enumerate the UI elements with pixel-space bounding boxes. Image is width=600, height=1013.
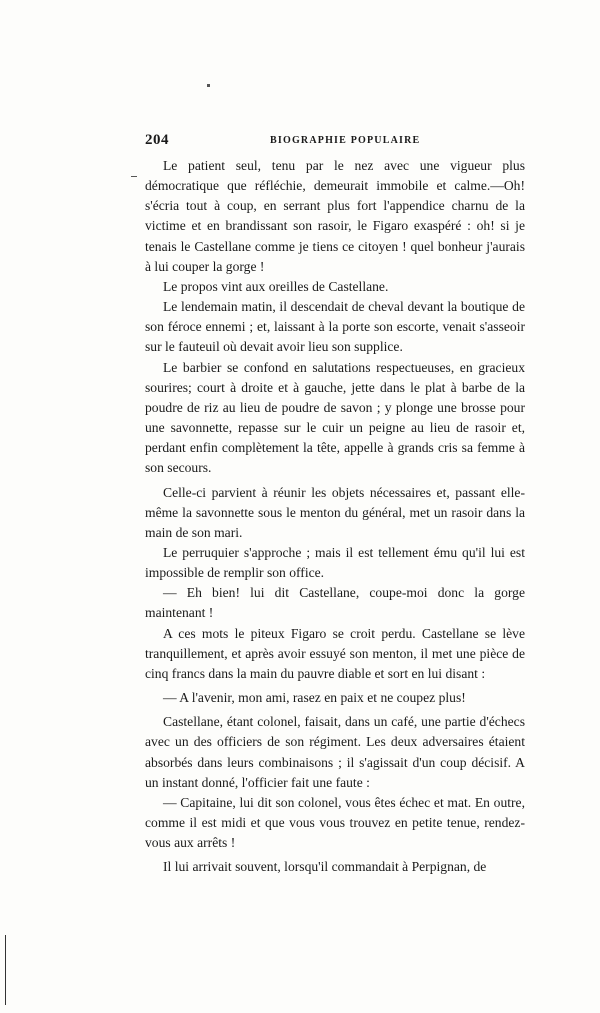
paragraph: — Eh bien! lui dit Castellane, coupe-moi donc la gorge maintenant ! <box>145 585 525 621</box>
paragraph: — A l'avenir, mon ami, rasez en paix et ne coupez plus! <box>163 690 466 706</box>
running-title: BIOGRAPHIE POPULAIRE <box>270 135 421 146</box>
paragraph: Le lendemain matin, il descendait de cheval devant la boutique de son féroce ennemi ; et, laissant à la porte son escorte, venait s'asseoir sur le fauteuil où devait avoir lieu son supplice. <box>145 299 525 355</box>
paragraph: Le patient seul, tenu par le nez avec une vigueur plus démocratique que réfléchie, demeurait immobile et calme.—Oh! s'écria tout à coup, en serrant plus fort l'appendice charnu de la victime et en brandissant son rasoir, le Figaro exaspéré : oh! si je tenais le Castellane comme je tiens ce citoyen ! quel bonheur j'aurais à lui couper la gorge ! <box>145 158 525 274</box>
paragraph: Celle-ci parvient à réunir les objets nécessaires et, passant elle-même la savonnette sous le menton du général, met un rasoir dans la main de son mari. <box>145 484 525 540</box>
paragraph: Il lui arrivait souvent, lorsqu'il commandait à Perpignan, de <box>163 859 487 875</box>
page-number: 204 <box>145 132 169 148</box>
paragraph: Le perruquier s'approche ; mais il est tellement ému qu'il lui est impossible de remplir son office. <box>145 544 525 581</box>
paragraph: Le barbier se confond en salutations respectueuses, en gracieux sourires; court à droite et à gauche, jette dans le plat à barbe de la poudre de riz au lieu de poudre de savon ; y plonge une brosse pour une savonnette, repasse sur le cuir un peigne au lieu de rasoir et, perdant enfin complètement la tête, appelle à grands cris sa femme à son secours. <box>145 359 525 476</box>
paragraph: Castellane, étant colonel, faisait, dans un café, une partie d'échecs avec un des officiers de son régiment. Les deux adversaires étaient absorbés dans leurs combinaisons ; il s'agissait d'un coup décisif. A un instant donné, l'officier fait une faute : <box>145 714 525 790</box>
body-text <box>145 156 525 877</box>
page-header <box>145 132 523 152</box>
speck-mark <box>207 84 210 87</box>
paragraph: Le propos vint aux oreilles de Castellane. <box>163 278 389 294</box>
paragraph: A ces mots le piteux Figaro se croit perdu. Castellane se lève tranquillement, et après avoir essuyé son menton, il met une pièce de cinq francs dans la main du pauvre diable et sort en lui disant : <box>145 625 525 681</box>
left-margin-rule <box>5 935 6 1005</box>
paragraph: — Capitaine, lui dit son colonel, vous êtes échec et mat. En outre, comme il est midi et que vous vous trouvez en petite tenue, rendez-vous aux arrêts ! <box>145 794 525 851</box>
margin-dash-mark <box>131 176 137 177</box>
